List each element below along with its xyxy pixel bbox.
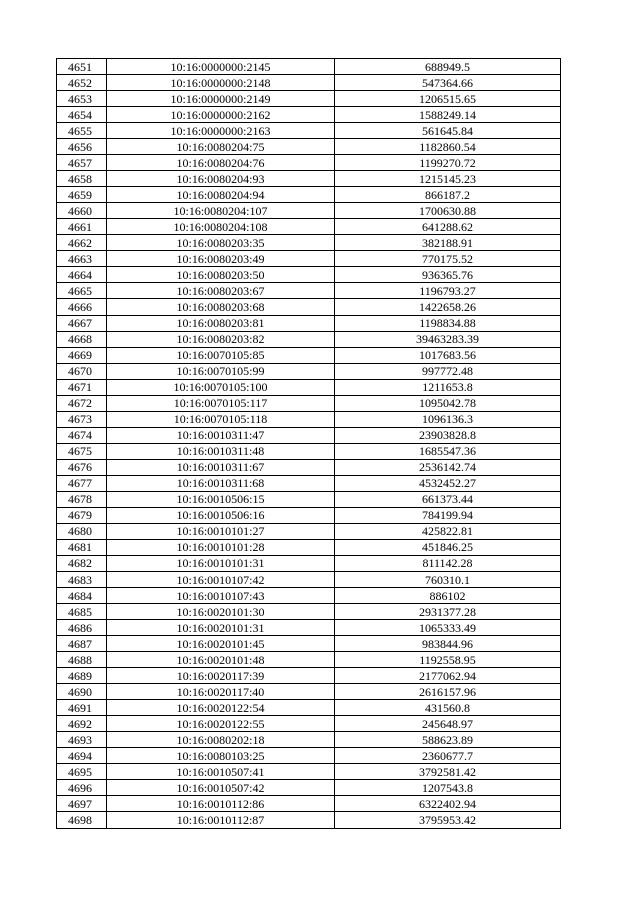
cadastral-number-cell: 10:16:0010101:27 bbox=[107, 523, 335, 539]
cadastral-number-cell: 10:16:0080203:81 bbox=[107, 315, 335, 331]
cadastral-number-cell: 10:16:0000000:2162 bbox=[107, 107, 335, 123]
cadastral-number-cell: 10:16:0010507:42 bbox=[107, 780, 335, 796]
cadastral-value-cell: 1199270.72 bbox=[335, 155, 561, 171]
table-row bbox=[57, 684, 561, 700]
cadastral-value-cell: 2177062.94 bbox=[335, 668, 561, 684]
row-number-cell: 4661 bbox=[57, 219, 107, 235]
row-number-cell: 4687 bbox=[57, 636, 107, 652]
cadastral-value-cell: 588623.89 bbox=[335, 732, 561, 748]
cadastral-number-cell: 10:16:0080203:50 bbox=[107, 267, 335, 283]
cadastral-value-cell: 1700630.88 bbox=[335, 203, 561, 219]
cadastral-number-cell: 10:16:0000000:2163 bbox=[107, 123, 335, 139]
cadastral-number-cell: 10:16:0070105:99 bbox=[107, 363, 335, 379]
cadastral-number-cell: 10:16:0010311:48 bbox=[107, 443, 335, 459]
cadastral-value-cell: 382188.91 bbox=[335, 235, 561, 251]
table-row bbox=[57, 139, 561, 155]
table-row bbox=[57, 507, 561, 523]
table-row bbox=[57, 668, 561, 684]
row-number-cell: 4690 bbox=[57, 684, 107, 700]
cadastral-value-cell: 39463283.39 bbox=[335, 331, 561, 347]
cadastral-value-cell: 760310.1 bbox=[335, 572, 561, 588]
cadastral-value-cell: 2931377.28 bbox=[335, 604, 561, 620]
cadastral-number-cell: 10:16:0080204:94 bbox=[107, 187, 335, 203]
row-number-cell: 4654 bbox=[57, 107, 107, 123]
cadastral-number-cell: 10:16:0010311:68 bbox=[107, 475, 335, 491]
cadastral-value-cell: 1192558.95 bbox=[335, 652, 561, 668]
cadastral-value-cell: 1206515.65 bbox=[335, 91, 561, 107]
row-number-cell: 4697 bbox=[57, 796, 107, 812]
cadastral-number-cell: 10:16:0010101:31 bbox=[107, 555, 335, 571]
cadastral-number-cell: 10:16:0020101:31 bbox=[107, 620, 335, 636]
row-number-cell: 4673 bbox=[57, 411, 107, 427]
row-number-cell: 4684 bbox=[57, 588, 107, 604]
row-number-cell: 4694 bbox=[57, 748, 107, 764]
row-number-cell: 4679 bbox=[57, 507, 107, 523]
cadastral-number-cell: 10:16:0000000:2145 bbox=[107, 59, 335, 75]
cadastral-number-cell: 10:16:0080204:107 bbox=[107, 203, 335, 219]
table-row bbox=[57, 283, 561, 299]
table-row bbox=[57, 395, 561, 411]
row-number-cell: 4668 bbox=[57, 331, 107, 347]
cadastral-number-cell: 10:16:0080203:82 bbox=[107, 331, 335, 347]
cadastral-value-cell: 641288.62 bbox=[335, 219, 561, 235]
cadastral-number-cell: 10:16:0070105:100 bbox=[107, 379, 335, 395]
cadastral-value-cell: 1065333.49 bbox=[335, 620, 561, 636]
row-number-cell: 4653 bbox=[57, 91, 107, 107]
table-row bbox=[57, 748, 561, 764]
table-row bbox=[57, 75, 561, 91]
row-number-cell: 4678 bbox=[57, 491, 107, 507]
cadastral-value-cell: 886102 bbox=[335, 588, 561, 604]
row-number-cell: 4655 bbox=[57, 123, 107, 139]
cadastral-value-cell: 451846.25 bbox=[335, 539, 561, 555]
cadastral-value-cell: 547364.66 bbox=[335, 75, 561, 91]
cadastral-number-cell: 10:16:0070105:118 bbox=[107, 411, 335, 427]
table-body bbox=[57, 59, 561, 829]
cadastral-number-cell: 10:16:0020117:40 bbox=[107, 684, 335, 700]
table-row bbox=[57, 764, 561, 780]
cadastral-number-cell: 10:16:0010311:47 bbox=[107, 427, 335, 443]
cadastral-number-cell: 10:16:0080204:76 bbox=[107, 155, 335, 171]
row-number-cell: 4658 bbox=[57, 171, 107, 187]
cadastral-number-cell: 10:16:0080203:67 bbox=[107, 283, 335, 299]
row-number-cell: 4657 bbox=[57, 155, 107, 171]
table-row bbox=[57, 411, 561, 427]
cadastral-number-cell: 10:16:0080203:49 bbox=[107, 251, 335, 267]
row-number-cell: 4660 bbox=[57, 203, 107, 219]
row-number-cell: 4685 bbox=[57, 604, 107, 620]
cadastral-value-cell: 245648.97 bbox=[335, 716, 561, 732]
cadastral-value-cell: 2616157.96 bbox=[335, 684, 561, 700]
row-number-cell: 4681 bbox=[57, 539, 107, 555]
table-row bbox=[57, 491, 561, 507]
cadastral-number-cell: 10:16:0010311:67 bbox=[107, 459, 335, 475]
row-number-cell: 4682 bbox=[57, 555, 107, 571]
row-number-cell: 4667 bbox=[57, 315, 107, 331]
cadastral-value-cell: 3795953.42 bbox=[335, 812, 561, 828]
cadastral-number-cell: 10:16:0000000:2149 bbox=[107, 91, 335, 107]
row-number-cell: 4672 bbox=[57, 395, 107, 411]
row-number-cell: 4696 bbox=[57, 780, 107, 796]
table-row bbox=[57, 572, 561, 588]
cadastral-number-cell: 10:16:0010112:86 bbox=[107, 796, 335, 812]
row-number-cell: 4676 bbox=[57, 459, 107, 475]
table-row bbox=[57, 459, 561, 475]
cadastral-number-cell: 10:16:0010506:15 bbox=[107, 491, 335, 507]
row-number-cell: 4656 bbox=[57, 139, 107, 155]
cadastral-value-cell: 997772.48 bbox=[335, 363, 561, 379]
cadastral-number-cell: 10:16:0080204:75 bbox=[107, 139, 335, 155]
row-number-cell: 4651 bbox=[57, 59, 107, 75]
table-row bbox=[57, 443, 561, 459]
row-number-cell: 4659 bbox=[57, 187, 107, 203]
table-row bbox=[57, 171, 561, 187]
cadastral-number-cell: 10:16:0080204:93 bbox=[107, 171, 335, 187]
table-row bbox=[57, 155, 561, 171]
cadastral-value-cell: 983844.96 bbox=[335, 636, 561, 652]
row-number-cell: 4689 bbox=[57, 668, 107, 684]
row-number-cell: 4671 bbox=[57, 379, 107, 395]
row-number-cell: 4691 bbox=[57, 700, 107, 716]
table-row bbox=[57, 652, 561, 668]
table-row bbox=[57, 219, 561, 235]
table-row bbox=[57, 620, 561, 636]
cadastral-value-cell: 1422658.26 bbox=[335, 299, 561, 315]
table-row bbox=[57, 203, 561, 219]
cadastral-number-cell: 10:16:0010112:87 bbox=[107, 812, 335, 828]
cadastral-number-cell: 10:16:0020101:30 bbox=[107, 604, 335, 620]
cadastral-value-cell: 425822.81 bbox=[335, 523, 561, 539]
table-row bbox=[57, 251, 561, 267]
cadastral-number-cell: 10:16:0010107:43 bbox=[107, 588, 335, 604]
cadastral-number-cell: 10:16:0070105:117 bbox=[107, 395, 335, 411]
row-number-cell: 4683 bbox=[57, 572, 107, 588]
cadastral-number-cell: 10:16:0010107:42 bbox=[107, 572, 335, 588]
row-number-cell: 4693 bbox=[57, 732, 107, 748]
cadastral-value-cell: 431560.8 bbox=[335, 700, 561, 716]
row-number-cell: 4692 bbox=[57, 716, 107, 732]
row-number-cell: 4663 bbox=[57, 251, 107, 267]
table-row bbox=[57, 123, 561, 139]
cadastral-number-cell: 10:16:0080103:25 bbox=[107, 748, 335, 764]
table-row bbox=[57, 363, 561, 379]
cadastral-value-cell: 770175.52 bbox=[335, 251, 561, 267]
cadastral-value-cell: 561645.84 bbox=[335, 123, 561, 139]
table-row bbox=[57, 716, 561, 732]
table-row bbox=[57, 732, 561, 748]
table-row bbox=[57, 588, 561, 604]
row-number-cell: 4695 bbox=[57, 764, 107, 780]
table-row bbox=[57, 555, 561, 571]
cadastral-value-cell: 661373.44 bbox=[335, 491, 561, 507]
row-number-cell: 4669 bbox=[57, 347, 107, 363]
cadastral-number-cell: 10:16:0000000:2148 bbox=[107, 75, 335, 91]
cadastral-number-cell: 10:16:0020122:55 bbox=[107, 716, 335, 732]
cadastral-value-cell: 1095042.78 bbox=[335, 395, 561, 411]
cadastral-value-cell: 6322402.94 bbox=[335, 796, 561, 812]
cadastral-number-cell: 10:16:0020101:48 bbox=[107, 652, 335, 668]
cadastral-number-cell: 10:16:0020117:39 bbox=[107, 668, 335, 684]
cadastral-number-cell: 10:16:0080202:18 bbox=[107, 732, 335, 748]
cadastral-number-cell: 10:16:0080203:68 bbox=[107, 299, 335, 315]
cadastral-value-cell: 866187.2 bbox=[335, 187, 561, 203]
table-row bbox=[57, 796, 561, 812]
table-row bbox=[57, 107, 561, 123]
cadastral-value-cell: 3792581.42 bbox=[335, 764, 561, 780]
table-row bbox=[57, 59, 561, 75]
table-row bbox=[57, 331, 561, 347]
cadastral-number-cell: 10:16:0010101:28 bbox=[107, 539, 335, 555]
cadastral-number-cell: 10:16:0020122:54 bbox=[107, 700, 335, 716]
row-number-cell: 4666 bbox=[57, 299, 107, 315]
table-row bbox=[57, 812, 561, 828]
cadastral-value-cell: 1182860.54 bbox=[335, 139, 561, 155]
row-number-cell: 4662 bbox=[57, 235, 107, 251]
row-number-cell: 4686 bbox=[57, 620, 107, 636]
table-row bbox=[57, 187, 561, 203]
table-row bbox=[57, 267, 561, 283]
cadastral-value-cell: 688949.5 bbox=[335, 59, 561, 75]
cadastral-value-cell: 811142.28 bbox=[335, 555, 561, 571]
table-row bbox=[57, 315, 561, 331]
table-row bbox=[57, 379, 561, 395]
cadastral-value-cell: 4532452.27 bbox=[335, 475, 561, 491]
cadastral-number-cell: 10:16:0080204:108 bbox=[107, 219, 335, 235]
row-number-cell: 4688 bbox=[57, 652, 107, 668]
cadastral-number-cell: 10:16:0070105:85 bbox=[107, 347, 335, 363]
table-row bbox=[57, 235, 561, 251]
table-row bbox=[57, 91, 561, 107]
cadastral-value-cell: 23903828.8 bbox=[335, 427, 561, 443]
row-number-cell: 4665 bbox=[57, 283, 107, 299]
cadastral-number-cell: 10:16:0020101:45 bbox=[107, 636, 335, 652]
cadastral-number-cell: 10:16:0010507:41 bbox=[107, 764, 335, 780]
table-row bbox=[57, 539, 561, 555]
cadastral-value-table bbox=[56, 58, 561, 829]
row-number-cell: 4698 bbox=[57, 812, 107, 828]
row-number-cell: 4680 bbox=[57, 523, 107, 539]
cadastral-value-cell: 1096136.3 bbox=[335, 411, 561, 427]
cadastral-value-cell: 2536142.74 bbox=[335, 459, 561, 475]
cadastral-value-cell: 1685547.36 bbox=[335, 443, 561, 459]
cadastral-value-cell: 784199.94 bbox=[335, 507, 561, 523]
table-row bbox=[57, 427, 561, 443]
cadastral-value-cell: 936365.76 bbox=[335, 267, 561, 283]
table-row bbox=[57, 636, 561, 652]
cadastral-value-cell: 1215145.23 bbox=[335, 171, 561, 187]
row-number-cell: 4675 bbox=[57, 443, 107, 459]
row-number-cell: 4652 bbox=[57, 75, 107, 91]
row-number-cell: 4674 bbox=[57, 427, 107, 443]
table-row bbox=[57, 780, 561, 796]
table-row bbox=[57, 523, 561, 539]
table-row bbox=[57, 604, 561, 620]
table-row bbox=[57, 347, 561, 363]
row-number-cell: 4664 bbox=[57, 267, 107, 283]
cadastral-value-cell: 1588249.14 bbox=[335, 107, 561, 123]
cadastral-value-cell: 2360677.7 bbox=[335, 748, 561, 764]
row-number-cell: 4670 bbox=[57, 363, 107, 379]
cadastral-number-cell: 10:16:0010506:16 bbox=[107, 507, 335, 523]
cadastral-value-cell: 1211653.8 bbox=[335, 379, 561, 395]
table-row bbox=[57, 700, 561, 716]
cadastral-value-cell: 1207543.8 bbox=[335, 780, 561, 796]
table-row bbox=[57, 299, 561, 315]
row-number-cell: 4677 bbox=[57, 475, 107, 491]
cadastral-value-cell: 1017683.56 bbox=[335, 347, 561, 363]
cadastral-number-cell: 10:16:0080203:35 bbox=[107, 235, 335, 251]
cadastral-value-cell: 1198834.88 bbox=[335, 315, 561, 331]
table-row bbox=[57, 475, 561, 491]
cadastral-value-cell: 1196793.27 bbox=[335, 283, 561, 299]
